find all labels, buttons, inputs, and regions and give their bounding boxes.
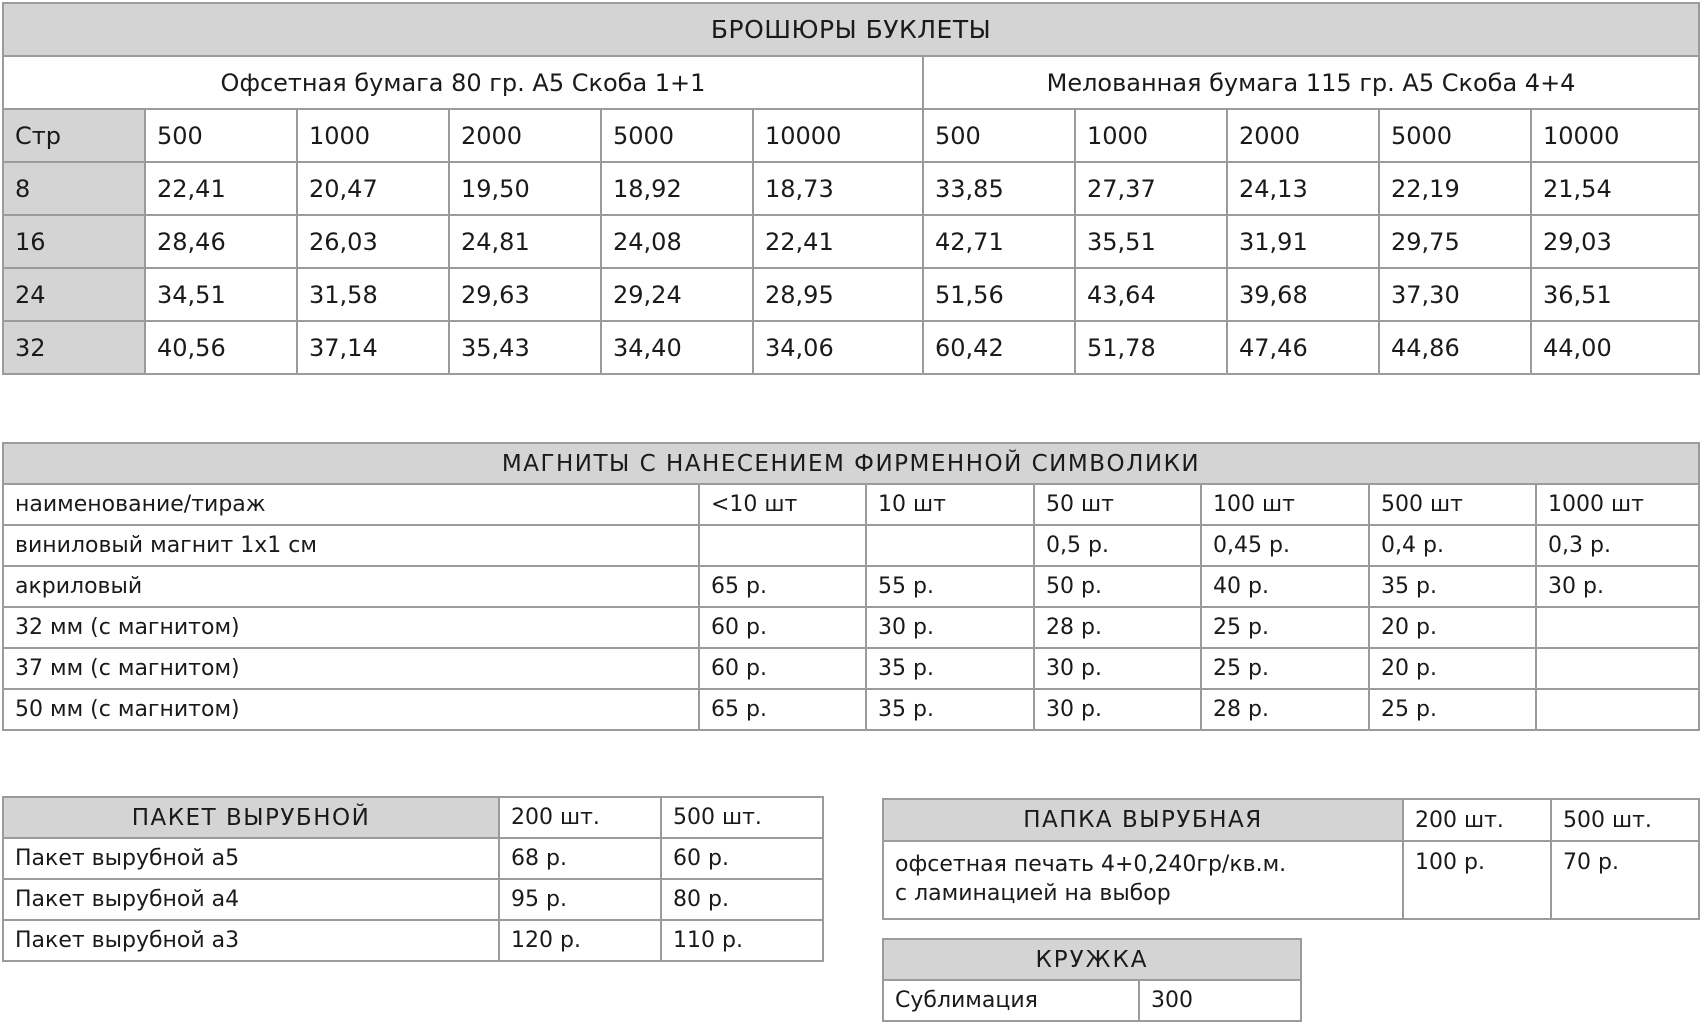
table-cell xyxy=(1536,648,1699,689)
table-cell: 20 р. xyxy=(1369,607,1536,648)
table-row xyxy=(3,879,823,920)
table-cell: 60 р. xyxy=(661,838,823,879)
packet-header-row xyxy=(3,797,823,838)
table-cell: 26,03 xyxy=(297,215,449,268)
table-cell: 28,46 xyxy=(145,215,297,268)
magnets-header-cell: наименование/тираж xyxy=(3,484,699,525)
table-cell: 22,41 xyxy=(145,162,297,215)
table-cell: Пакет вырубной а4 xyxy=(3,879,499,920)
table-cell: 24,13 xyxy=(1227,162,1379,215)
table-cell: 20 р. xyxy=(1369,648,1536,689)
table-cell: 24 xyxy=(3,268,145,321)
table-cell: 25 р. xyxy=(1369,689,1536,730)
table-cell: 18,73 xyxy=(753,162,923,215)
table-cell: 35,51 xyxy=(1075,215,1227,268)
table-cell: 35,43 xyxy=(449,321,601,374)
magnets-header-cell: 1000 шт xyxy=(1536,484,1699,525)
table-cell: 44,86 xyxy=(1379,321,1531,374)
table-cell: 39,68 xyxy=(1227,268,1379,321)
table-cell: 30 р. xyxy=(1034,689,1201,730)
table-row xyxy=(3,689,1699,730)
table-cell: 37,14 xyxy=(297,321,449,374)
booklets-header-cell: 10000 xyxy=(753,109,923,162)
table-cell: 30 р. xyxy=(1034,648,1201,689)
booklets-group-offset: Офсетная бумага 80 гр. А5 Скоба 1+1 xyxy=(3,56,923,109)
table-row xyxy=(3,525,1699,566)
mug-title: КРУЖКА xyxy=(883,939,1301,980)
table-cell: 68 р. xyxy=(499,838,661,879)
table-cell: 65 р. xyxy=(699,566,866,607)
packet-header-cell: 200 шт. xyxy=(499,797,661,838)
table-cell: 34,51 xyxy=(145,268,297,321)
mug-price: 300 xyxy=(1139,980,1301,1021)
table-row xyxy=(3,566,1699,607)
table-cell: 80 р. xyxy=(661,879,823,920)
table-cell: 24,08 xyxy=(601,215,753,268)
mug-label: Сублимация xyxy=(883,980,1139,1021)
table-cell xyxy=(1536,689,1699,730)
folder-header-cell: 200 шт. xyxy=(1403,799,1551,841)
table-cell: Пакет вырубной а5 xyxy=(3,838,499,879)
folder-header-row xyxy=(883,799,1699,841)
table-cell: акриловый xyxy=(3,566,699,607)
packet-title: ПАКЕТ ВЫРУБНОЙ xyxy=(3,797,499,838)
table-row xyxy=(3,648,1699,689)
booklets-price-table xyxy=(2,2,1700,375)
mug-price-table xyxy=(882,938,1302,1022)
table-row xyxy=(3,268,1699,321)
table-cell: 30 р. xyxy=(1536,566,1699,607)
table-cell: 30 р. xyxy=(866,607,1034,648)
table-cell: 34,40 xyxy=(601,321,753,374)
booklets-header-cell: 1000 xyxy=(297,109,449,162)
booklets-header-row xyxy=(3,109,1699,162)
folder-title: ПАПКА ВЫРУБНАЯ xyxy=(883,799,1403,841)
table-cell: 51,56 xyxy=(923,268,1075,321)
magnets-title: МАГНИТЫ С НАНЕСЕНИЕМ ФИРМЕННОЙ СИМВОЛИКИ xyxy=(3,443,1699,484)
table-cell: 35 р. xyxy=(866,648,1034,689)
booklets-header-cell: 500 xyxy=(145,109,297,162)
folder-row xyxy=(883,841,1699,919)
table-cell: 32 xyxy=(3,321,145,374)
table-cell: 47,46 xyxy=(1227,321,1379,374)
table-cell: 0,5 р. xyxy=(1034,525,1201,566)
table-cell: 8 xyxy=(3,162,145,215)
table-cell: 60 р. xyxy=(699,648,866,689)
booklets-header-cell: 10000 xyxy=(1531,109,1699,162)
table-cell: 51,78 xyxy=(1075,321,1227,374)
table-cell: 18,92 xyxy=(601,162,753,215)
folder-description-line: с ламинацией на выбор xyxy=(895,881,1171,906)
table-cell: 40,56 xyxy=(145,321,297,374)
folder-description xyxy=(883,841,1403,919)
table-row xyxy=(3,162,1699,215)
table-cell: 37 мм (с магнитом) xyxy=(3,648,699,689)
table-cell xyxy=(1536,607,1699,648)
table-row xyxy=(3,838,823,879)
table-row xyxy=(3,215,1699,268)
booklets-header-cell: Стр xyxy=(3,109,145,162)
table-cell: 22,41 xyxy=(753,215,923,268)
table-cell: 0,4 р. xyxy=(1369,525,1536,566)
table-cell: 28,95 xyxy=(753,268,923,321)
folder-price-table xyxy=(882,798,1700,920)
magnets-header-cell: 100 шт xyxy=(1201,484,1369,525)
table-cell: 28 р. xyxy=(1201,689,1369,730)
packet-header-cell: 500 шт. xyxy=(661,797,823,838)
table-cell: 29,24 xyxy=(601,268,753,321)
table-cell: 65 р. xyxy=(699,689,866,730)
mug-row xyxy=(883,980,1301,1021)
table-cell: 20,47 xyxy=(297,162,449,215)
packet-price-table xyxy=(2,796,824,962)
table-cell: 29,63 xyxy=(449,268,601,321)
table-row xyxy=(3,607,1699,648)
table-cell: 42,71 xyxy=(923,215,1075,268)
table-cell: 24,81 xyxy=(449,215,601,268)
magnets-header-cell: 10 шт xyxy=(866,484,1034,525)
table-cell: 27,37 xyxy=(1075,162,1227,215)
table-cell: 25 р. xyxy=(1201,607,1369,648)
table-cell xyxy=(699,525,866,566)
table-cell: 22,19 xyxy=(1379,162,1531,215)
booklets-header-cell: 5000 xyxy=(1379,109,1531,162)
folder-price-200: 100 р. xyxy=(1403,841,1551,919)
table-cell: 60 р. xyxy=(699,607,866,648)
table-cell: 44,00 xyxy=(1531,321,1699,374)
table-cell: 50 р. xyxy=(1034,566,1201,607)
booklets-group-coated: Мелованная бумага 115 гр. А5 Скоба 4+4 xyxy=(923,56,1699,109)
magnets-header-cell: 500 шт xyxy=(1369,484,1536,525)
table-cell: 16 xyxy=(3,215,145,268)
table-cell: 0,45 р. xyxy=(1201,525,1369,566)
magnets-header-row xyxy=(3,484,1699,525)
magnets-header-cell: <10 шт xyxy=(699,484,866,525)
table-cell: 36,51 xyxy=(1531,268,1699,321)
folder-price-500: 70 р. xyxy=(1551,841,1699,919)
table-cell: 55 р. xyxy=(866,566,1034,607)
table-cell: 120 р. xyxy=(499,920,661,961)
table-cell: 0,3 р. xyxy=(1536,525,1699,566)
table-cell: 50 мм (с магнитом) xyxy=(3,689,699,730)
booklets-header-cell: 2000 xyxy=(1227,109,1379,162)
booklets-header-cell: 1000 xyxy=(1075,109,1227,162)
table-cell: 33,85 xyxy=(923,162,1075,215)
table-cell: 29,03 xyxy=(1531,215,1699,268)
table-cell: 25 р. xyxy=(1201,648,1369,689)
booklets-header-cell: 5000 xyxy=(601,109,753,162)
table-cell: 31,91 xyxy=(1227,215,1379,268)
table-cell: 43,64 xyxy=(1075,268,1227,321)
magnets-price-table xyxy=(2,442,1700,731)
table-row xyxy=(3,920,823,961)
folder-description-line: офсетная печать 4+0,240гр/кв.м. xyxy=(895,852,1287,877)
booklets-header-cell: 2000 xyxy=(449,109,601,162)
table-cell: 19,50 xyxy=(449,162,601,215)
booklets-title: БРОШЮРЫ БУКЛЕТЫ xyxy=(3,3,1699,56)
table-cell: 29,75 xyxy=(1379,215,1531,268)
table-cell: 40 р. xyxy=(1201,566,1369,607)
booklets-header-cell: 500 xyxy=(923,109,1075,162)
table-cell: 37,30 xyxy=(1379,268,1531,321)
table-cell: 31,58 xyxy=(297,268,449,321)
folder-header-cell: 500 шт. xyxy=(1551,799,1699,841)
table-cell: 32 мм (с магнитом) xyxy=(3,607,699,648)
table-cell: 95 р. xyxy=(499,879,661,920)
magnets-header-cell: 50 шт xyxy=(1034,484,1201,525)
table-row xyxy=(3,321,1699,374)
table-cell: 21,54 xyxy=(1531,162,1699,215)
table-cell: 34,06 xyxy=(753,321,923,374)
table-cell xyxy=(866,525,1034,566)
table-cell: 28 р. xyxy=(1034,607,1201,648)
table-cell: 35 р. xyxy=(1369,566,1536,607)
table-cell: 60,42 xyxy=(923,321,1075,374)
table-cell: 110 р. xyxy=(661,920,823,961)
table-cell: виниловый магнит 1х1 см xyxy=(3,525,699,566)
table-cell: 35 р. xyxy=(866,689,1034,730)
table-cell: Пакет вырубной а3 xyxy=(3,920,499,961)
